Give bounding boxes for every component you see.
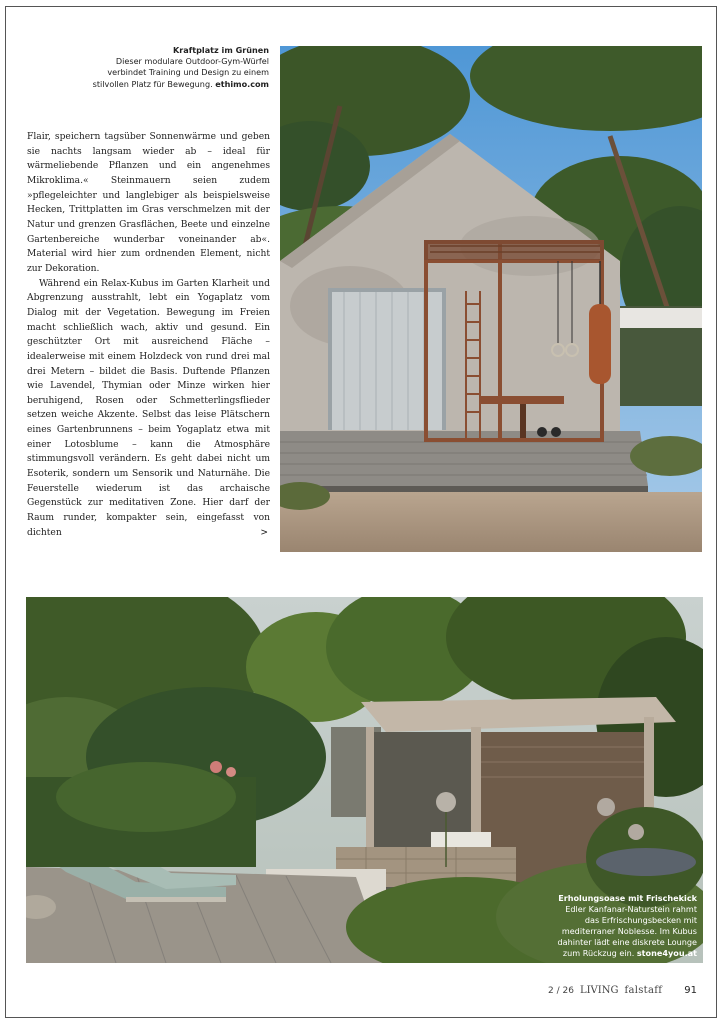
issue-number: 2 / 26 xyxy=(548,986,574,996)
bottom-caption-line: Edler Kanfanar-Naturstein rahmt xyxy=(565,904,697,915)
bottom-caption-title: Erholungsoase mit Frischekick xyxy=(558,893,697,903)
bottom-caption-line: mediterraner Noblesse. Im Kubus xyxy=(561,926,697,937)
brand-living: LIVING xyxy=(579,985,619,996)
top-caption-line: stilvollen Platz für Bewegung. xyxy=(92,78,213,89)
bottom-caption-line: zum Rückzug ein. xyxy=(562,948,635,959)
top-caption-line: verbindet Training und Design zu einem xyxy=(107,67,269,78)
outdoor-gym-photo xyxy=(280,46,702,552)
bottom-caption-url: stone4you.at xyxy=(636,948,697,959)
top-caption-title: Kraftplatz im Grünen xyxy=(173,45,269,55)
top-caption-line: Dieser modulare Outdoor-Gym-Würfel xyxy=(115,56,269,67)
bottom-photo-caption xyxy=(527,893,697,960)
bottom-caption-line: das Erfrischungsbecken mit xyxy=(584,915,697,926)
article-paragraph-1: Flair, speichern tagsüber Sonnenwärme und geben sie nachts langsam wieder ab – ideal für wärmeliebende Pflanzen und ein angenehmes Mikroklima.« Steinmauern seien zudem »pflegeleichter und langlebiger als beispielsweise Hecken, Trittplatten im Gras verschmelzen mit der Natur und grenzen Grasflächen, Beete und einzelne Gartenbereiche wunderbar voneinander ab«. Material wird hier zum ordnenden Element, nicht zur Dekoration. xyxy=(27,132,270,274)
brand-falstaff: falstaff xyxy=(624,985,663,996)
outdoor-gym-illustration xyxy=(280,46,702,552)
page-number: 91 xyxy=(684,985,697,996)
top-caption-url: ethimo.com xyxy=(215,78,269,89)
bottom-caption-line: dahinter lädt eine diskrete Lounge xyxy=(557,937,697,948)
article-body xyxy=(27,130,270,540)
page-footer xyxy=(548,985,697,996)
top-photo-caption xyxy=(92,45,269,90)
article-paragraph-2: Während ein Relax-Kubus im Garten Klarheit und Abgrenzung ausstrahlt, lebt ein Yogaplatz vom Dialog mit der Vegetation. Bewegung im Freien macht schließlich wach, aktiv und gesund. Ein geschützter Ort mit ausreichend Fläche – idealerweise mit einem Holzdeck von rund drei mal drei Metern – bildet die Basis. Duftende Pflanzen wie Lavendel, Thymian oder Minze wirken hier beruhigend, Rosen oder Schmetterlingsflieder setzen weiche Akzente. Selbst das leise Plätschern eines Gartenbrunnens – beim Yogaplatz etwa mit einer Lotosblume – kann die Atmosphäre stimmungsvoll verändern. Es geht dabei nicht um Esoterik, sondern um Sensorik und Naturnähe. Die Feuerstelle wiederum ist das archaische Gegenstück zur meditativen Zone. Hier darf der Raum runder, kompakter sein, eingefasst von dichten xyxy=(27,278,270,538)
continue-arrow: > xyxy=(260,527,268,538)
